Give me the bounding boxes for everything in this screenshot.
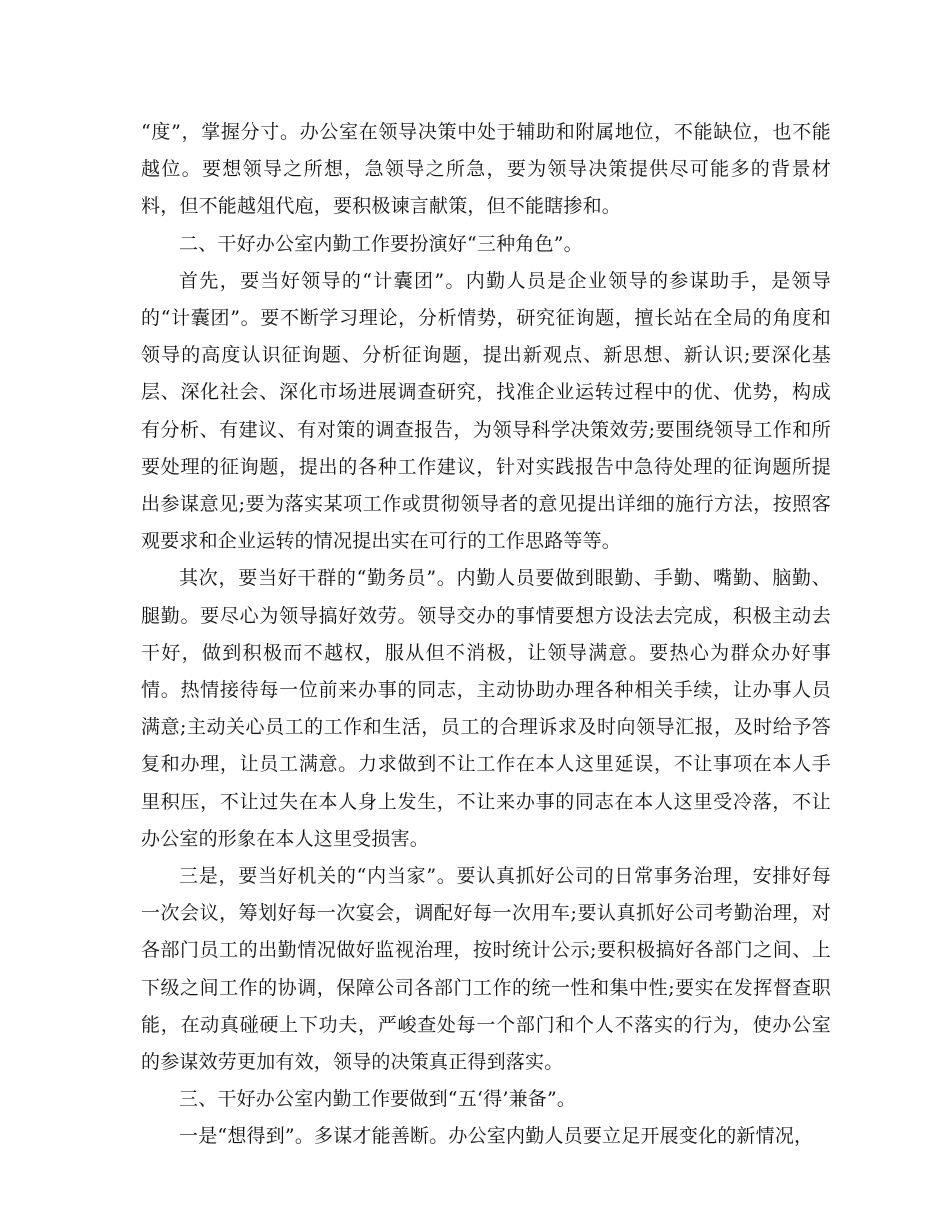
paragraph-housekeeper-role: 三是，要当好机关的“内当家”。要认真抓好公司的日常事务治理，安排好每一次会议，筹划好每一次宴会，调配好每一次用车;要认真抓好公司考勤治理，对各部门员工的出勤情况做好监视治理，按时统计公示;要积极搞好各部门之间、上下级之间工作的协调，保障公司各部门工作的统一性和集中性;要实在发挥督查职能，在动真碰硬上下功夫，严峻查处每一个部门和个人不落实的行为，使办公室的参谋效劳更加有效，领导的决策真正得到落实。 [141,865,831,1074]
paragraph-advisor-role: 首先，要当好领导的“计囊团”。内勤人员是企业领导的参谋助手，是领导的“计囊团”。要不断学习理论，分析情势，研究征询题，擅长站在全局的角度和领导的高度认识征询题、分析征询题，提出新观点、新思想、新认识;要深化基层、深化社会、深化市场进展调查研究，找准企业运转过程中的优、优势，构成有分析、有建议、有对策的调查报告，为领导科学决策效劳;要围绕领导工作和所要处理的征询题，提出的各种工作建议，针对实践报告中急待处理的征询题所提出参谋意见;要为落实某项工作或贯彻领导者的意见提出详细的施行方法，按照客观要求和企业运转的情况提出实在可行的工作思路等等。 [141,269,831,553]
section-heading-three-roles: 二、干好办公室内勤工作要扮演好“三种角色”。 [179,232,583,255]
section-heading-five-abilities: 三、干好办公室内勤工作要做到“五‘得’兼备”。 [179,1088,577,1111]
document-body [141,114,831,1156]
paragraph-think-ahead: 一是“想得到”。多谋才能善断。办公室内勤人员要立足开展变化的新情况， [179,1125,814,1148]
paragraph-service-role: 其次，要当好干群的“勤务员”。内勤人员要做到眼勤、手勤、嘴勤、脑勤、腿勤。要尽心为领导搞好效劳。领导交办的事情要想方设法去完成，积极主动去干好，做到积极而不越权，服从但不消极，让领导满意。要热心为群众办好事情。热情接待每一位前来办事的同志，主动协助办理各种相关手续，让办事人员满意;主动关心员工的工作和生活，员工的合理诉求及时向领导汇报，及时给予答复和办理，让员工满意。力求做到不让工作在本人这里延误，不让事项在本人手里积压，不让过失在本人身上发生，不让来办事的同志在本人这里受冷落，不让办公室的形象在本人这里受损害。 [141,567,831,850]
paragraph-continuation: “度”，掌握分寸。办公室在领导决策中处于辅助和附属地位，不能缺位，也不能越位。要想领导之所想，急领导之所急，要为领导决策提供尽可能多的背景材料，但不能越俎代庖，要积极谏言献策，但不能瞎掺和。 [141,121,831,218]
